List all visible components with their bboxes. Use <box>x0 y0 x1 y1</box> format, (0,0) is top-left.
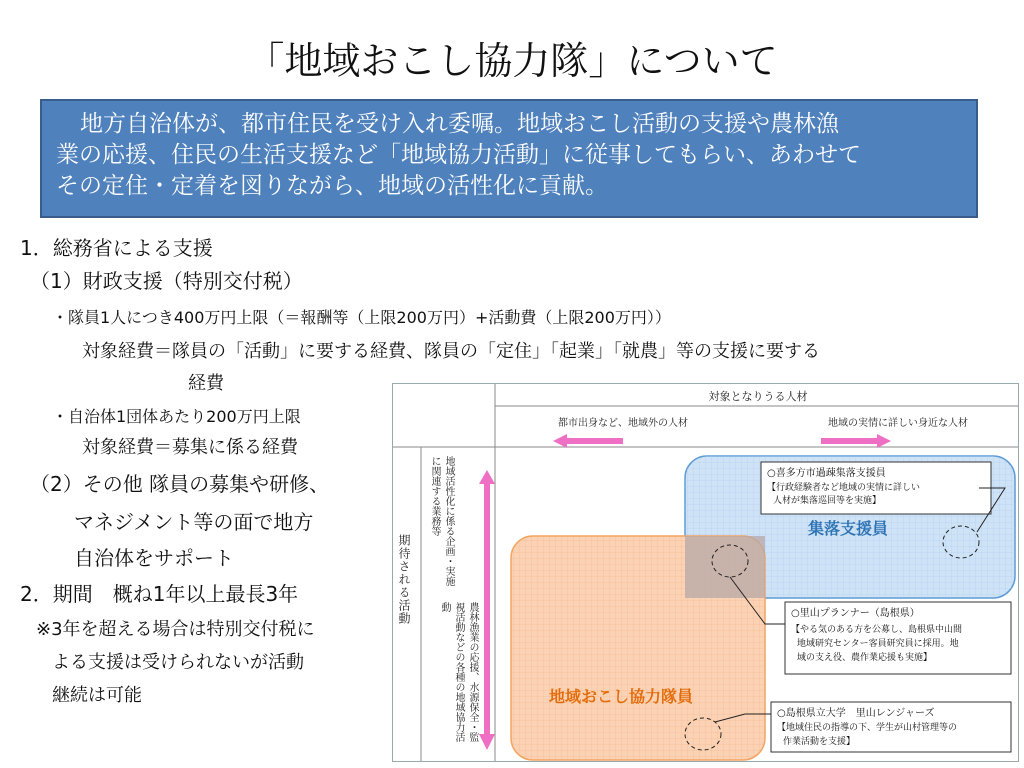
vertical-upper-label: 地域活性化に係る企画・実施に関連する業務等 <box>429 456 454 586</box>
summary-line-2: 業の応援、住民の生活支援など「地域協力活動」に従事してもらい、あわせて <box>56 142 861 168</box>
left-label: 都市出身など、地域外の人材 <box>558 418 688 429</box>
callout-2-body-c: 域の支え役、農作業応援も実施】 <box>797 653 933 663</box>
subheading-other-b: マネジメント等の面で地方 <box>74 510 314 534</box>
summary-box <box>40 99 978 218</box>
vertical-lower-label: 農林漁業の応援、水源保全・監視活動などの各種の地域協力活動 <box>439 602 478 742</box>
bullet-municipality-note: 対象経費＝募集に係る経費 <box>82 437 298 458</box>
talent-diagram <box>392 383 1019 762</box>
note-line-b: よる支援は受けられないが活動 <box>52 652 304 673</box>
page-title: 「地域おこし協力隊」について <box>246 39 778 83</box>
bullet-member-note-a: 対象経費＝隊員の「活動」に要する経費、隊員の「定住」「起業」「就農」等の支援に要する <box>82 341 820 362</box>
diagram-header: 対象となりうる人材 <box>708 390 808 403</box>
note-line-a: ※3年を超える場合は特別交付税に <box>36 619 315 640</box>
subheading-other-a: （2）その他 隊員の募集や研修、 <box>30 472 330 496</box>
subheading-financial: （1）財政支援（特別交付税） <box>30 269 303 293</box>
callout-2-body-b: 地域研究センター客員研究員に採用。地 <box>797 639 959 649</box>
bullet-municipality-limit: ・自治体1団体あたり200万円上限 <box>52 407 301 426</box>
callout-2-title: ○里山プランナー（島根県） <box>791 608 920 619</box>
note-line-c: 継続は可能 <box>52 685 142 706</box>
heading-period: 2．期間 概ね1年以上最長3年 <box>20 582 299 606</box>
heading-mic-support: 1．総務省による支援 <box>20 236 213 260</box>
callout-3-body-b: 作業活動を支援】 <box>783 737 856 747</box>
bullet-member-limit: ・隊員1人につき400万円上限（＝報酬等（上限200万円）+活動費（上限200万円）） <box>52 308 671 327</box>
bullet-member-note-b: 経費 <box>188 373 224 394</box>
diagram-canvas <box>393 384 1019 762</box>
vertical-axis-label: 期待される活動 <box>397 534 411 625</box>
callout-3-title: ○島根県立大学 里山レンジャーズ <box>777 708 935 719</box>
callout-1-body-b: 人材が集落巡回等を実施】 <box>773 496 882 506</box>
arrow-vertical-icon <box>479 470 495 750</box>
summary-line-3: その定住・定着を図りながら、地域の活性化に貢献。 <box>56 173 608 199</box>
callout-3-body-a: 【地域住民の指導の下、学生が山村管理等の <box>777 723 958 733</box>
right-label: 地域の実情に詳しい身近な人材 <box>828 418 968 429</box>
callout-1-title: ○喜多方市過疎集落支援員 <box>767 468 886 479</box>
arrow-right-icon <box>821 434 891 448</box>
callout-1-body-a: 【行政経験者など地域の実情に詳しい <box>767 483 921 493</box>
summary-line-1: 地方自治体が、都市住民を受け入れ委嘱。地域おこし活動の支援や農林漁 <box>80 111 839 137</box>
blue-label: 集落支援員 <box>807 519 889 538</box>
callout-2-body-a: 【やる気のある方を公募し、島根県中山間 <box>791 625 963 635</box>
arrow-left-icon <box>553 434 623 448</box>
orange-label: 地域おこし協力隊員 <box>548 687 694 706</box>
subheading-other-c: 自治体をサポート <box>74 546 234 570</box>
